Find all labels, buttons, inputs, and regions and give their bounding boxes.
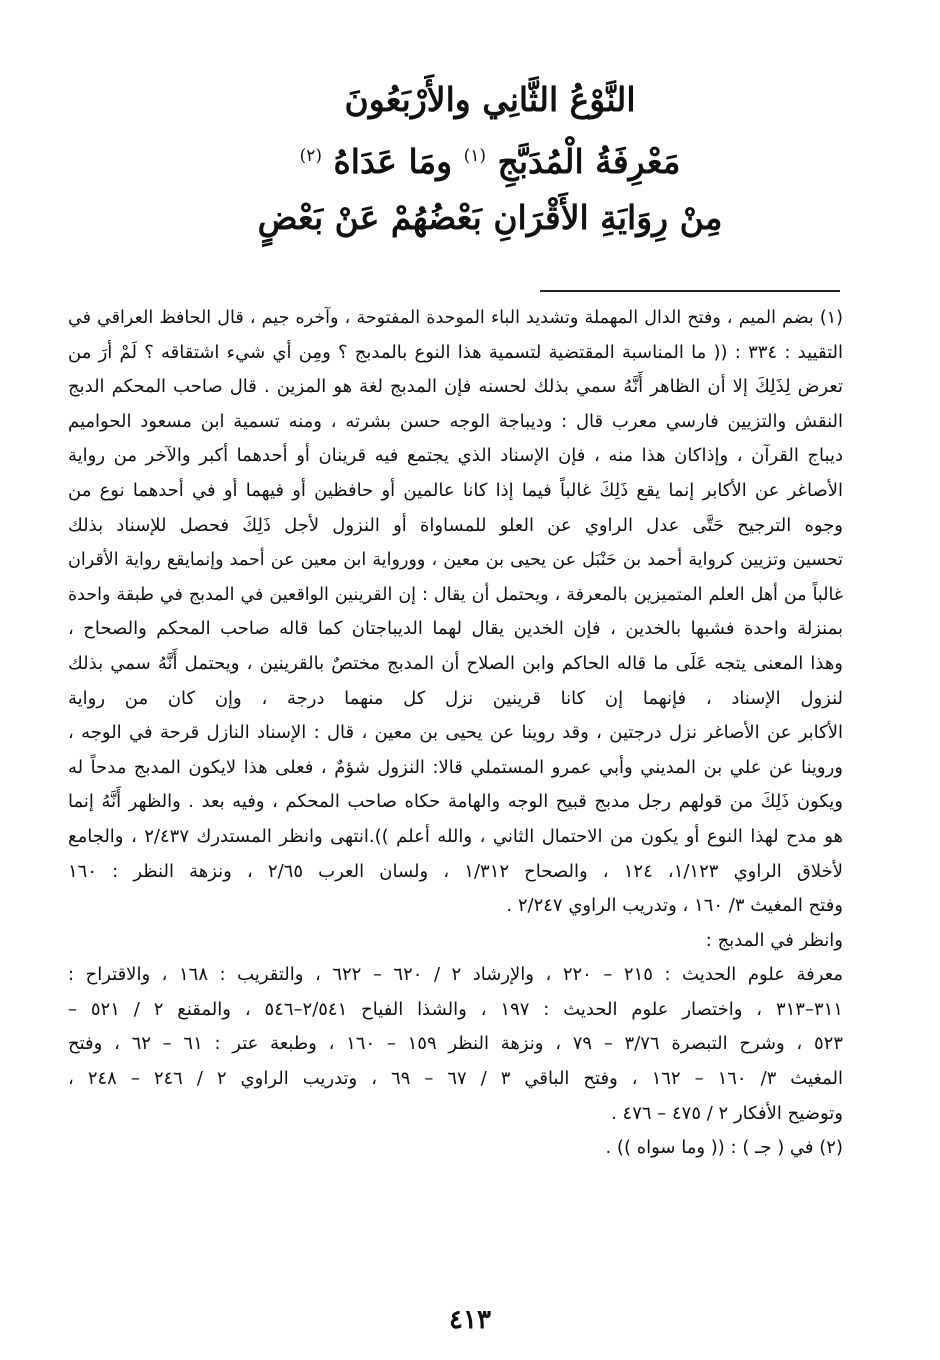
footnote-ref-2[interactable]: (٢) <box>299 146 322 166</box>
footnote-line: وانظر في المدبج : <box>705 929 843 951</box>
footnote-separator <box>540 290 840 292</box>
chapter-title-line-2 <box>140 128 840 190</box>
footnote-line: غالباً من أهل العلم المتميزين بالمعرفة ، ويحتمل أن يقال : إن القرينين الواقعين في المدبج في طبقة واحدة <box>68 584 843 605</box>
footnote-line: ويكون ذَلِكَ من قولهم رجل مدبج قبيح الوجه والهامة حكاه صاحب المحكم ، وفيه بعد . والظهر أَنَّهُ إنما <box>68 791 843 813</box>
footnote-line: ٥٢٣ ، وشرح التبصرة ٣/٧٦ – ٧٩ ، ونزهة النظر ١٥٩ – ١٦٠ ، وطبعة عتر : ٦١ – ٦٢ ، وفتح <box>68 1033 843 1055</box>
footnote-line: هو مدح لهذا النوع أو يكون من الاحتمال الثاني ، والله أعلم )).انتهى وانظر المستدرك ٢/٤٣٧ ، والجامع <box>68 825 843 847</box>
footnote-line: معرفة علوم الحديث : ٢١٥ – ٢٢٠ ، والإرشاد ٢ / ٦٢٠ – ٦٢٢ ، والتقريب : ١٦٨ ، والاقتراح : <box>68 964 843 986</box>
footnotes-section <box>68 301 843 1166</box>
footnote-line: المغيث ٣/ ١٦٠ – ١٦٢ ، وفتح الباقي ٣ / ٦٧ – ٦٩ ، وتدريب الراوي ٢ / ٢٤٦ – ٢٤٨ ، <box>68 1068 843 1090</box>
chapter-title-line-3: مِنْ رِوَايَةِ الأَقْرَانِ بَعْضُهُمْ عَنْ بَعْضٍ <box>257 198 723 237</box>
footnote-line: ٣١١–٣١٣ ، واختصار علوم الحديث : ١٩٧ ، والشذا الفياح ٢/٥٤١–٥٤٦ ، والمقنع ٢ / ٥٢١ – <box>68 998 843 1020</box>
footnote-line: وتوضيح الأفكار ٢ / ٤٧٥ – ٤٧٦ . <box>611 1102 843 1124</box>
footnote-line: وجوه الترجيح حَتَّى عدل الراوي عن العلو للمساواة أو النزول لأجل ذَلِكَ فحصل للإسناد بذلك <box>68 514 843 536</box>
footnote-line: (٢) في ( جـ ) : (( وما سواه )) . <box>605 1137 843 1159</box>
footnote-line: وفتح المغيث ٣/ ١٦٠ ، وتدريب الراوي ٢/٢٤٧ . <box>506 895 843 917</box>
footnote-line: لأخلاق الراوي ١/١٢٣، ١٢٤ ، والصحاح ١/٣١٢ ، ولسان العرب ٢/٦٥ ، ونزهة النظر : ١٦٠ <box>68 860 843 882</box>
footnote-line: تعرض لِذَلِكَ إلا أن الظاهر أَنَّهُ سمي بذلك لحسنه فإن المدبج لغة هو المزين . قال صاحب المحكم الدبج <box>68 376 843 398</box>
footnote-line: الأكابر عن الأصاغر نزل درجتين ، وقد روينا عن يحيى بن معين ، قال : الإسناد النازل قرحة في الوجه ، <box>68 722 843 744</box>
footnote-line: ديباج القرآن ، وإذاكان هذا منه ، فإن الإسناد الذي يجتمع فيه قرينان أو أحدهما أكبر والآخر من رواية <box>68 445 843 467</box>
chapter-title-middle: ومَا عَدَاهُ <box>333 142 453 181</box>
footnote-line: تحسين وتزيين كرواية أحمد بن حَنْبَل عن يحيى بن معين ، وورواية ابن معين عن أحمد وإنمايقع رواية الأقران <box>68 550 843 571</box>
page-number: ٤١٣ <box>449 1305 491 1335</box>
footnote-line: النقش والتزيين فارسي معرب قال : وديباجة الوجه حسن بشرته ، ومنه تسمية ابن مسعود الحواميم <box>68 410 843 432</box>
footnote-line: (١) بضم الميم ، وفتح الدال المهملة وتشديد الباء الموحدة المفتوحة ، وآخره جيم ، قال الحافظ العراقي في <box>68 308 843 328</box>
footnote-line: الأصاغر عن الأكابر إنما يقع ذَلِكَ غالباً فيما إذا كانا عالمين أو حافظين أو فيهما أو في أحدهما نوع من <box>68 479 843 501</box>
footnote-line: بمنزلة واحدة فشبها بالخدين ، فإن الخدين يقال لهما الديباجتان كما قاله صاحب المحكم والصحاح ، <box>68 618 843 640</box>
footnote-line: لنزول الإسناد ، فإنهما إن كانا قرينين نزل كل منهما درجة ، وإن كان من رواية <box>68 687 843 709</box>
footnote-ref-1[interactable]: (١) <box>463 146 487 166</box>
chapter-heading <box>140 72 840 246</box>
footnote-line: وهذا المعنى يتجه عَلَى ما قاله الحاكم وابن الصلاح أن المدبج مختصٌ بالقرينين ، ويحتمل أَنَّهُ سمي بذلك <box>68 652 843 674</box>
chapter-title-line-1: النَّوْعُ الثَّانِي والأَرْبَعُونَ <box>344 80 636 119</box>
footnote-line: التقييد : ٣٣٤ : (( ما المناسبة المقتضية لتسمية هذا النوع بالمدبج ؟ ومِن أي شيء اشتقاقه ؟ لَمْ أرَ من <box>68 341 843 363</box>
footnote-line: وروينا عن علي بن المديني وأبي عمرو المستملي قالا: النزول شؤمٌ ، فعلى هذا لايكون المدبج مدحاً له <box>68 756 843 778</box>
chapter-title-main: مَعْرِفَةُ الْمُدَبَّجِ <box>497 142 681 181</box>
